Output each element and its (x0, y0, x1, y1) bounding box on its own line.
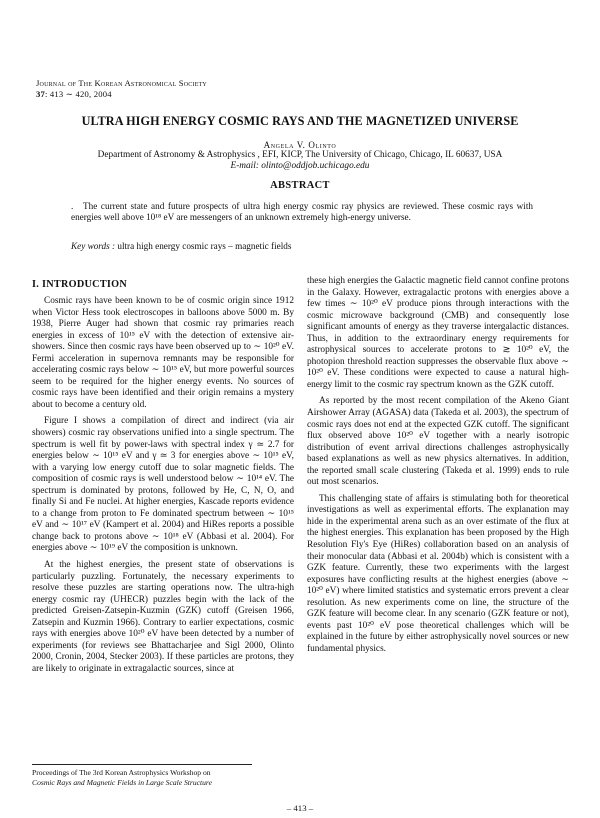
abstract-heading: ABSTRACT (270, 180, 330, 191)
paragraph: these high energies the Galactic magnetic field cannot confine protons in the Galaxy. However, extragalactic protons with energies above a few times ∼ 10²⁰ eV produce pions through interactions with the cosmic microwave background (CMB) and consequently lose significant amounts of energy as they traverse intergalactic distances. Thus, in addition to the extraordinary energy requirements for astrophysical sources to accelerate protons to ≳ 10²⁰ eV, the photopion threshold reaction suppresses the observable flux above ∼ 10²⁰ eV. These conditions were expected to cause a natural high-energy limit to the cosmic ray spectrum known as the GZK cutoff. (307, 276, 569, 390)
journal-name: Journal of The Korean Astronomical Society (36, 78, 207, 88)
footnote-rule (32, 764, 252, 765)
paragraph: At the highest energies, the present state of observations is particularly puzzling. Fortunately, the necessary experiments to resolve these puzzles are starting operations now. The ultra-high energy cosmic ray (UHECR) puzzles begin with the lack of the predicted Greisen-Zatsepin-Kuzmin (GZK) cutoff (Greisen 1966, Zatsepin and Kuzmin 1966). Contrary to earlier expectations, cosmic rays with energies above 10²⁰ eV have been detected by a number of experiments (for reviews see Bhattacharjee and Sigl 2000, Olinto 2000, Cronin, 2004, Stecker 2003). If these particles are protons, they are likely to originate in extragalactic sources, since at (32, 560, 294, 674)
journal-volume (36, 89, 207, 100)
paragraph: Cosmic rays have been known to be of cosmic origin since 1912 when Victor Hess took electroscopes in balloons above 5000 m. By 1938, Pierre Auger had shown that cosmic ray primaries reach energies in excess of 10¹⁵ eV with the detection of extensive air-showers. Since then cosmic rays have been observed up to ∼ 10²⁰ eV. Fermi acceleration in supernova remnants may be responsible for accelerating cosmic rays below ∼ 10¹⁵ eV, but more powerful sources seem to be required for the higher energy events. No sources of cosmic rays have been identified and their origin remains a mystery about to become a century old. (32, 296, 294, 410)
page-number: – 413 – (286, 803, 314, 813)
volume-number: 37 (36, 89, 45, 99)
abstract-body: The current state and future prospects of ultra high energy cosmic ray physics are reviewed. These cosmic rays with energies well above 10¹⁸ eV are messengers of an unknown extremely high-energy universe. (71, 201, 533, 223)
journal-pages: : 413 ∼ 420, 2004 (45, 89, 112, 99)
keywords-list: ultra high energy cosmic rays – magnetic fields (117, 241, 292, 251)
journal-header (36, 78, 207, 100)
section-heading-introduction: I. INTRODUCTION (32, 279, 128, 290)
right-column (307, 276, 569, 656)
paragraph: As reported by the most recent compilation of the Akeno Giant Airshower Array (AGASA) data (Takeda et al. 2003), the spectrum of cosmic rays does not end at the expected GZK cutoff. The significant flux observed above 10²⁰ eV together with a nearly isotropic distribution of event arrival directions challenges astrophysically based explanations as well as new physics alternatives. In addition, the reported small scale clustering (Takeda et al. 1999) ends to rule out most scenarios. (307, 396, 569, 488)
author-affiliation: Department of Astronomy & Astrophysics , EFI, KICP, The University of Chicago, Chicago, IL 60637, USA (97, 150, 503, 160)
paragraph: Figure I shows a compilation of direct and indirect (via air showers) cosmic ray observations unified into a single spectrum. The spectrum is well fit by power-laws with spectral index γ ≃ 2.7 for energies below ∼ 10¹⁵ eV and γ ≃ 3 for energies above ∼ 10¹⁵ eV, with a varying low energy cutoff due to solar magnetic fields. The composition of cosmic rays is well understood below ∼ 10¹⁴ eV. The spectrum is dominated by protons, followed by He, C, N, O, and finally Si and Fe nuclei. At higher energies, Kascade reports evidence to a change from proton to Fe dominated spectrum between ∼ 10¹⁵ eV and ∼ 10¹⁷ eV (Kampert et al. 2004) and HiRes reports a possible change back to protons above ∼ 10¹⁸ eV (Abbasi et al. 2004). For energies above ∼ 10¹⁹ eV the composition is unknown. (32, 416, 294, 554)
left-column (32, 296, 294, 676)
keywords-label: Key words : (71, 241, 116, 251)
author-name: Angela V. Olinto (263, 140, 337, 150)
abstract-text: . The current state and future prospects of ultra high energy cosmic ray physics are reviewed. These cosmic rays with energies well above 10¹⁸ eV are messengers of an unknown extremely high-energy universe. (71, 201, 533, 223)
keywords (71, 241, 291, 251)
author-email: E-mail: olinto@oddjob.uchicago.edu (230, 161, 370, 171)
paper-title: ULTRA HIGH ENERGY COSMIC RAYS AND THE MAGNETIZED UNIVERSE (81, 114, 519, 128)
footnote-line: Cosmic Rays and Magnetic Fields in Large Scale Structure (32, 777, 212, 787)
footnote-line: Proceedings of The 3rd Korean Astrophysics Workshop on (32, 768, 211, 777)
footnote (32, 768, 212, 787)
paragraph: This challenging state of affairs is stimulating both for theoretical investigations as well as experimental efforts. The explanation may hide in the experimental arena such as an over estimate of the flux at the highest energies. This explanation has been proposed by the High Resolution Fly's Eye (HiRes) collaboration based on an analysis of their monocular data (Abbasi et al. 2004b) which is consistent with a GZK feature. Currently, these two experiments with the largest exposures have conflicting results at the highest energies (above ∼ 10²⁰ eV) where limited statistics and systematic errors prevent a clear resolution. As new experiments come on line, the structure of the GZK feature will become clear. In any scenario (GZK feature or not), events past 10²⁰ eV pose theoretical challenges which will be explained in the future by either astrophysically novel sources or new fundamental physics. (307, 493, 569, 654)
